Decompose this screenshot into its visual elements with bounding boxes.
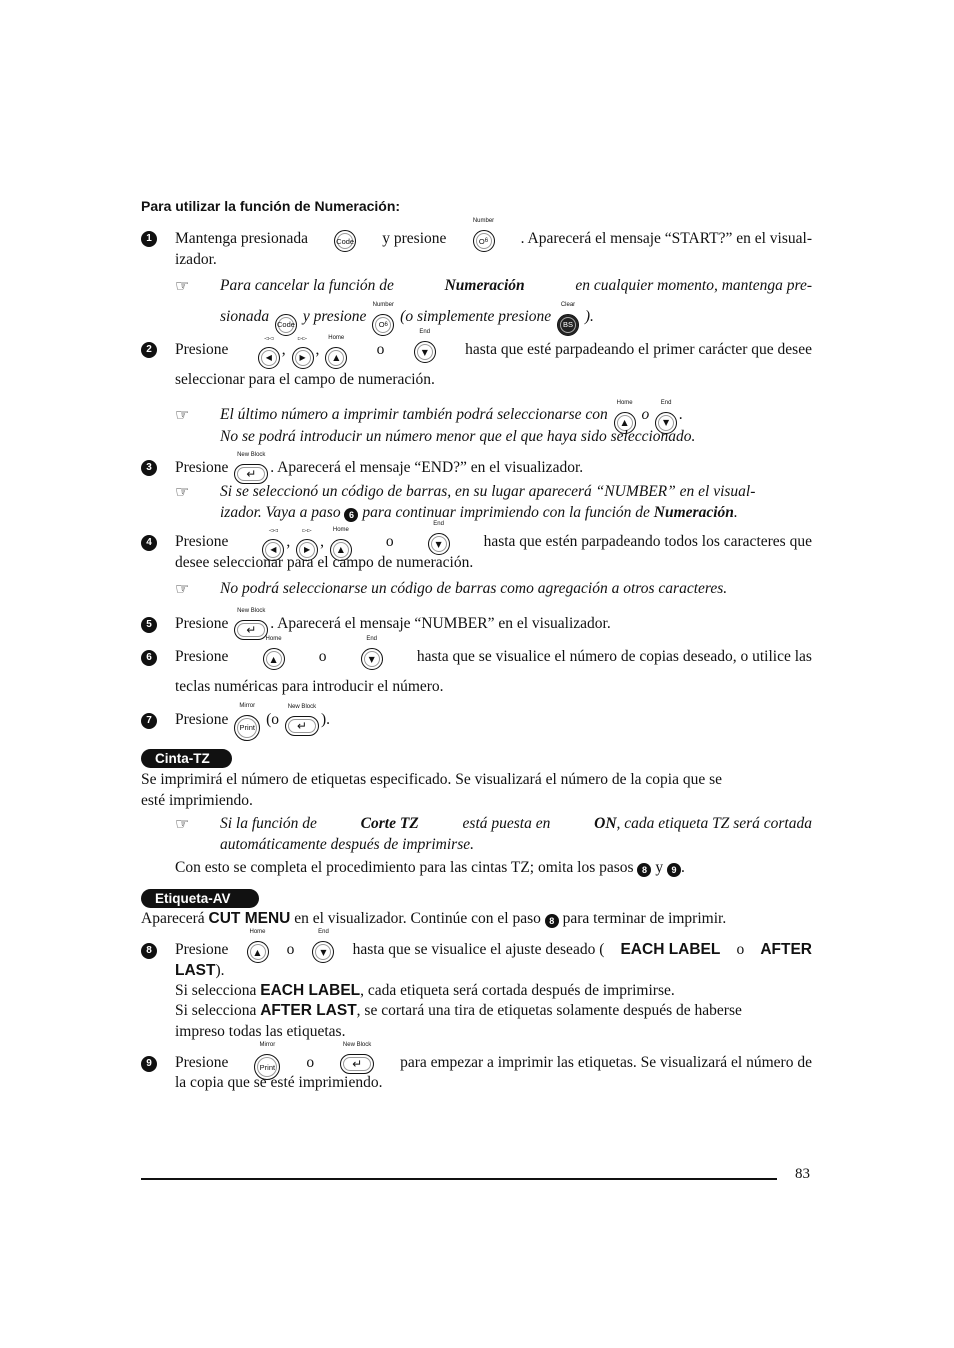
- step-number: 7: [141, 713, 157, 729]
- step7-line1: Presione Mirror Print (o New Block ↵ ).: [175, 711, 812, 741]
- code-key: Code: [275, 314, 297, 336]
- cinta-note-line1: Si la función de Corte TZ está puesta en ON, cada etiqueta TZ será cortada: [220, 815, 812, 832]
- section-heading: Para utilizar la función de Numeración:: [141, 198, 401, 214]
- step1-line1: Mantenga presionada Code y presione Number O 6 . Aparecerá el mensaje “START?” en el visual-: [175, 230, 812, 252]
- step1-note-line1: Para cancelar la función de Numeración en cualquier momento, mantenga pre-: [220, 277, 812, 294]
- up-arrow-key: Home ▲: [614, 412, 636, 434]
- down-arrow-key: End ▼: [428, 533, 450, 561]
- etiqueta-av-badge: Etiqueta-AV: [141, 889, 259, 908]
- down-arrow-key: End ▼: [361, 648, 383, 670]
- step8-line1: Presione Home ▲ o End ▼ hasta que se visualice el ajuste deseado ( EACH LABEL o AFTER: [175, 941, 812, 963]
- right-arrow-key: ▻▻ ▶: [296, 539, 318, 561]
- down-arrow-key: End ▼: [312, 941, 334, 963]
- step-number: 1: [141, 231, 157, 247]
- print-key: Mirror Print: [234, 715, 260, 741]
- step4-line2: desee seleccionar para el campo de numeración.: [175, 554, 474, 571]
- enter-key: New Block ↵: [340, 1054, 374, 1080]
- number-key: Number O 6: [473, 230, 495, 252]
- left-arrow-key: ◅◅ ◀: [262, 539, 284, 561]
- page-number: 83: [795, 1166, 810, 1182]
- step8-line3: Si selecciona EACH LABEL, cada etiqueta será cortada después de imprimirse.: [175, 982, 675, 999]
- step8-line2: LAST).: [175, 962, 225, 979]
- pointing-hand-icon: ☞: [175, 405, 190, 424]
- print-key: Mirror Print: [254, 1054, 280, 1080]
- step8-line5: impreso todas las etiquetas.: [175, 1023, 346, 1040]
- cinta-note-line2: automáticamente después de imprimirse.: [220, 836, 474, 853]
- step1-note-line2: sionada Code y presione Number O 6 (o simplemente presione Clear BS ).: [220, 308, 594, 336]
- left-arrow-key: ◅◅ ◀: [258, 347, 280, 369]
- step6-line1: Presione Home ▲ o End ▼ hasta que se visualice el número de copias deseado, o utilice las: [175, 648, 812, 670]
- step5-line1: Presione New Block ↵ . Aparecerá el mensaje “NUMBER” en el visualizador.: [175, 615, 812, 640]
- step-number: 2: [141, 342, 157, 358]
- pointing-hand-icon: ☞: [175, 814, 190, 833]
- step2-note-line1: El último número a imprimir también podrá seleccionarse con Home ▲ o End ▼ .: [220, 406, 683, 434]
- cinta-paragraph-line1: Se imprimirá el número de etiquetas especificado. Se visualizará el número de la copia que se: [141, 771, 723, 788]
- step4-note: No podrá seleccionarse un código de barras como agregación a otros caracteres.: [220, 580, 728, 597]
- up-arrow-key: Home ▲: [330, 539, 352, 561]
- step1-line2: izador.: [175, 251, 217, 268]
- enter-key: New Block ↵: [234, 620, 268, 640]
- etiqueta-paragraph: Aparecerá CUT MENU en el visualizador. Continúe con el paso 8 para terminar de imprimir.: [141, 910, 727, 927]
- cinta-tz-badge: Cinta-TZ: [141, 749, 232, 768]
- step3-note-line2: izador. Vaya a paso 6 para continuar imprimiendo con la función de Numeración.: [220, 504, 738, 521]
- step3-note-line1: Si se seleccionó un código de barras, en su lugar aparecerá “NUMBER” en el visual-: [220, 483, 756, 500]
- step-number: 5: [141, 617, 157, 633]
- down-arrow-key: End ▼: [655, 412, 677, 434]
- pointing-hand-icon: ☞: [175, 482, 190, 501]
- step9-line2: la copia que se esté imprimiendo.: [175, 1074, 383, 1091]
- step-number: 3: [141, 460, 157, 476]
- up-arrow-key: Home ▲: [247, 941, 269, 963]
- step2-note-line2: No se podrá introducir un número menor que el que haya sido seleccionado.: [220, 428, 696, 445]
- up-arrow-key: Home ▲: [263, 648, 285, 670]
- number-key: Number O 6: [372, 314, 394, 336]
- enter-key: New Block ↵: [285, 716, 319, 736]
- step2-line2: seleccionar para el campo de numeración.: [175, 371, 435, 388]
- step6-line2: teclas numéricas para introducir el número.: [175, 678, 444, 695]
- step8-line4: Si selecciona AFTER LAST, se cortará una tira de etiquetas solamente después de haberse: [175, 1002, 742, 1019]
- footer-rule: [141, 1178, 777, 1180]
- enter-key: New Block ↵: [234, 464, 268, 484]
- pointing-hand-icon: ☞: [175, 276, 190, 295]
- step4-line1: Presione ◅◅ ◀ , ▻▻ ▶ , Home ▲ o End ▼ hasta que estén parpadeando todos los caracteres que: [175, 533, 812, 561]
- step9-line1: Presione Mirror Print o New Block ↵ para empezar a imprimir las etiquetas. Se visualizará el número de: [175, 1054, 812, 1080]
- pointing-hand-icon: ☞: [175, 579, 190, 598]
- step3-line1: Presione New Block ↵ . Aparecerá el mensaje “END?” en el visualizador.: [175, 459, 812, 484]
- cinta-completion-line: Con esto se completa el procedimiento para las cintas TZ; omita los pasos 8 y 9 .: [175, 859, 685, 876]
- step-number: 8: [141, 943, 157, 959]
- code-key: Code: [334, 230, 356, 252]
- bs-key: Clear BS: [557, 314, 579, 336]
- up-arrow-key: Home ▲: [325, 347, 347, 369]
- right-arrow-key: ▻▻ ▶: [292, 347, 314, 369]
- step-number: 6: [141, 650, 157, 666]
- step-number: 4: [141, 535, 157, 551]
- cinta-paragraph-line2: esté imprimiendo.: [141, 792, 253, 809]
- step-number: 9: [141, 1056, 157, 1072]
- down-arrow-key: End ▼: [414, 341, 436, 369]
- step2-line1: Presione ◅◅ ◀ , ▻▻ ▶ , Home ▲ o End ▼ hasta que esté parpadeando el primer carácter que desee: [175, 341, 812, 369]
